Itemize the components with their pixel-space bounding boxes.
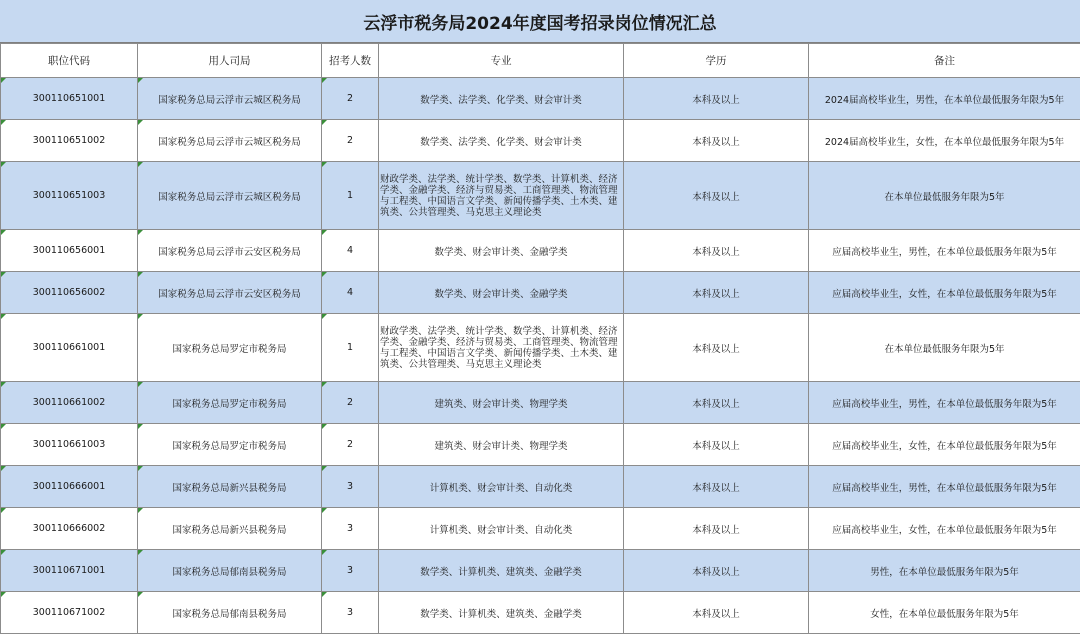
header-major[interactable]: 专业 bbox=[379, 44, 624, 78]
cell-count[interactable]: 3 bbox=[322, 550, 379, 592]
cell-bureau[interactable]: 国家税务总局罗定市税务局 bbox=[138, 382, 322, 424]
cell-note[interactable]: 应届高校毕业生，男性，在本单位最低服务年限为5年 bbox=[809, 230, 1080, 272]
header-count[interactable]: 招考人数 bbox=[322, 44, 379, 78]
cell-education[interactable]: 本科及以上 bbox=[624, 592, 809, 634]
cell-code[interactable]: 300110651002 bbox=[1, 120, 138, 162]
cell-code[interactable]: 300110666002 bbox=[1, 508, 138, 550]
table-row bbox=[1, 162, 1080, 230]
table-row bbox=[1, 424, 1080, 466]
table-row bbox=[1, 466, 1080, 508]
cell-bureau[interactable]: 国家税务总局云浮市云城区税务局 bbox=[138, 162, 322, 230]
header-note[interactable]: 备注 bbox=[809, 44, 1080, 78]
cell-bureau[interactable]: 国家税务总局云浮市云安区税务局 bbox=[138, 230, 322, 272]
cell-bureau[interactable]: 国家税务总局罗定市税务局 bbox=[138, 314, 322, 382]
cell-note[interactable]: 应届高校毕业生，男性，在本单位最低服务年限为5年 bbox=[809, 382, 1080, 424]
cell-code[interactable]: 300110656001 bbox=[1, 230, 138, 272]
positions-table bbox=[0, 43, 1080, 634]
cell-major[interactable]: 数学类、计算机类、建筑类、金融学类 bbox=[379, 550, 624, 592]
cell-bureau[interactable]: 国家税务总局云浮市云安区税务局 bbox=[138, 272, 322, 314]
cell-code[interactable]: 300110671001 bbox=[1, 550, 138, 592]
sheet-title: 云浮市税务局2024年度国考招录岗位情况汇总 bbox=[0, 0, 1080, 43]
cell-education[interactable]: 本科及以上 bbox=[624, 382, 809, 424]
cell-count[interactable]: 3 bbox=[322, 592, 379, 634]
cell-note[interactable]: 在本单位最低服务年限为5年 bbox=[809, 314, 1080, 382]
header-education[interactable]: 学历 bbox=[624, 44, 809, 78]
cell-bureau[interactable]: 国家税务总局云浮市云城区税务局 bbox=[138, 120, 322, 162]
cell-count[interactable]: 3 bbox=[322, 508, 379, 550]
table-header-row bbox=[1, 44, 1080, 78]
cell-note[interactable]: 应届高校毕业生，男性，在本单位最低服务年限为5年 bbox=[809, 466, 1080, 508]
table-row bbox=[1, 382, 1080, 424]
cell-code[interactable]: 300110661001 bbox=[1, 314, 138, 382]
cell-count[interactable]: 4 bbox=[322, 272, 379, 314]
cell-code[interactable]: 300110656002 bbox=[1, 272, 138, 314]
cell-major[interactable]: 数学类、财会审计类、金融学类 bbox=[379, 230, 624, 272]
cell-education[interactable]: 本科及以上 bbox=[624, 424, 809, 466]
cell-major[interactable]: 数学类、计算机类、建筑类、金融学类 bbox=[379, 592, 624, 634]
cell-bureau[interactable]: 国家税务总局罗定市税务局 bbox=[138, 424, 322, 466]
cell-count[interactable]: 1 bbox=[322, 314, 379, 382]
cell-code[interactable]: 300110666001 bbox=[1, 466, 138, 508]
cell-code[interactable]: 300110671002 bbox=[1, 592, 138, 634]
cell-bureau[interactable]: 国家税务总局新兴县税务局 bbox=[138, 508, 322, 550]
cell-count[interactable]: 2 bbox=[322, 424, 379, 466]
cell-note[interactable]: 应届高校毕业生，女性，在本单位最低服务年限为5年 bbox=[809, 508, 1080, 550]
cell-count[interactable]: 3 bbox=[322, 466, 379, 508]
cell-major[interactable]: 计算机类、财会审计类、自动化类 bbox=[379, 466, 624, 508]
cell-major[interactable]: 数学类、法学类、化学类、财会审计类 bbox=[379, 78, 624, 120]
cell-code[interactable]: 300110651003 bbox=[1, 162, 138, 230]
cell-major[interactable]: 计算机类、财会审计类、自动化类 bbox=[379, 508, 624, 550]
table-row bbox=[1, 272, 1080, 314]
cell-education[interactable]: 本科及以上 bbox=[624, 550, 809, 592]
cell-education[interactable]: 本科及以上 bbox=[624, 162, 809, 230]
cell-major[interactable]: 建筑类、财会审计类、物理学类 bbox=[379, 382, 624, 424]
cell-note[interactable]: 女性，在本单位最低服务年限为5年 bbox=[809, 592, 1080, 634]
cell-education[interactable]: 本科及以上 bbox=[624, 466, 809, 508]
cell-count[interactable]: 1 bbox=[322, 162, 379, 230]
cell-major[interactable]: 财政学类、法学类、统计学类、数学类、计算机类、经济学类、金融学类、经济与贸易类、工商管理类、物流管理与工程类、中国语言文学类、新闻传播学类、土木类、建筑类、公共管理类、马克思主义理论类 bbox=[379, 314, 624, 382]
cell-education[interactable]: 本科及以上 bbox=[624, 120, 809, 162]
cell-major[interactable]: 数学类、财会审计类、金融学类 bbox=[379, 272, 624, 314]
cell-bureau[interactable]: 国家税务总局郁南县税务局 bbox=[138, 550, 322, 592]
table-row bbox=[1, 120, 1080, 162]
cell-note[interactable]: 应届高校毕业生，女性，在本单位最低服务年限为5年 bbox=[809, 272, 1080, 314]
table-row bbox=[1, 550, 1080, 592]
cell-education[interactable]: 本科及以上 bbox=[624, 78, 809, 120]
cell-education[interactable]: 本科及以上 bbox=[624, 508, 809, 550]
cell-count[interactable]: 2 bbox=[322, 382, 379, 424]
cell-note[interactable]: 男性，在本单位最低服务年限为5年 bbox=[809, 550, 1080, 592]
cell-note[interactable]: 在本单位最低服务年限为5年 bbox=[809, 162, 1080, 230]
cell-education[interactable]: 本科及以上 bbox=[624, 272, 809, 314]
header-bureau[interactable]: 用人司局 bbox=[138, 44, 322, 78]
cell-code[interactable]: 300110661002 bbox=[1, 382, 138, 424]
header-code[interactable]: 职位代码 bbox=[1, 44, 138, 78]
cell-count[interactable]: 2 bbox=[322, 120, 379, 162]
cell-education[interactable]: 本科及以上 bbox=[624, 314, 809, 382]
table-row bbox=[1, 508, 1080, 550]
cell-bureau[interactable]: 国家税务总局郁南县税务局 bbox=[138, 592, 322, 634]
cell-note[interactable]: 2024届高校毕业生，男性，在本单位最低服务年限为5年 bbox=[809, 78, 1080, 120]
cell-major[interactable]: 财政学类、法学类、统计学类、数学类、计算机类、经济学类、金融学类、经济与贸易类、工商管理类、物流管理与工程类、中国语言文学类、新闻传播学类、土木类、建筑类、公共管理类、马克思主义理论类 bbox=[379, 162, 624, 230]
cell-major[interactable]: 建筑类、财会审计类、物理学类 bbox=[379, 424, 624, 466]
cell-major[interactable]: 数学类、法学类、化学类、财会审计类 bbox=[379, 120, 624, 162]
cell-note[interactable]: 2024届高校毕业生，女性，在本单位最低服务年限为5年 bbox=[809, 120, 1080, 162]
cell-code[interactable]: 300110651001 bbox=[1, 78, 138, 120]
cell-code[interactable]: 300110661003 bbox=[1, 424, 138, 466]
cell-bureau[interactable]: 国家税务总局新兴县税务局 bbox=[138, 466, 322, 508]
table-row bbox=[1, 78, 1080, 120]
cell-education[interactable]: 本科及以上 bbox=[624, 230, 809, 272]
cell-count[interactable]: 4 bbox=[322, 230, 379, 272]
cell-count[interactable]: 2 bbox=[322, 78, 379, 120]
cell-note[interactable]: 应届高校毕业生，女性，在本单位最低服务年限为5年 bbox=[809, 424, 1080, 466]
table-row bbox=[1, 592, 1080, 634]
table-row bbox=[1, 314, 1080, 382]
cell-bureau[interactable]: 国家税务总局云浮市云城区税务局 bbox=[138, 78, 322, 120]
table-row bbox=[1, 230, 1080, 272]
